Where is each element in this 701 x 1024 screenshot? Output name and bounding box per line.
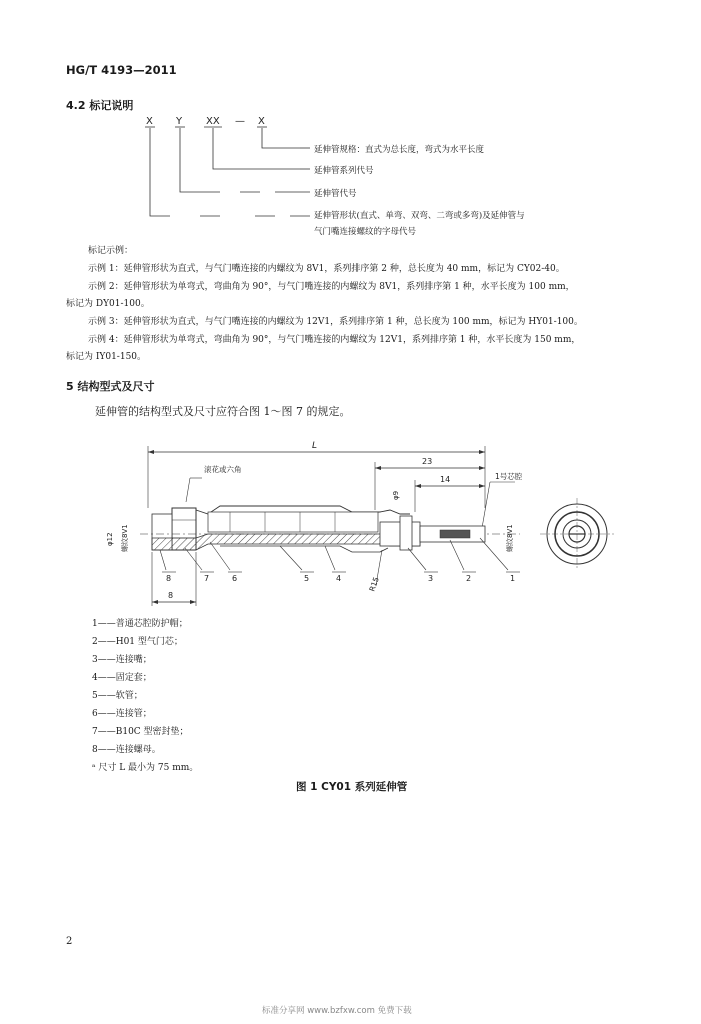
legend-item-1: 1——普通芯腔防护帽； [92, 619, 188, 629]
example-2-cont: 标记为 DY01-100。 [66, 299, 150, 309]
examples-title: 标记示例： [88, 246, 134, 256]
example-3: 示例 3：延伸管形状为直式，与气门嘴连接的内螺纹为 12V1，系列排序第 1 种，总长度为 100 mm，标记为 HY01-100。 [88, 317, 583, 327]
legend-item-6: 6——连接管； [92, 709, 152, 719]
legend-item-7: 7——B10C 型密封垫； [92, 727, 189, 737]
standard-code: HG/T 4193—2011 [66, 63, 177, 77]
dim-phi9: φ9 [392, 490, 400, 500]
legend-item-8: 8——连接螺母。 [92, 745, 161, 755]
marking-code-diagram [140, 112, 580, 242]
part-no-7: 7 [204, 574, 210, 583]
dim-L: L [312, 441, 318, 451]
section-4-2-heading: 4.2 标记说明 [66, 99, 134, 112]
callout-knurl: 滚花或六角 [204, 465, 242, 474]
code-char-y: Y [176, 116, 183, 127]
marking-label-series: 延伸管系列代号 [314, 166, 374, 176]
part-no-5: 5 [304, 574, 310, 583]
marking-label-code: 延伸管代号 [314, 189, 357, 199]
part-no-4: 4 [336, 574, 342, 583]
page-number: 2 [66, 936, 73, 947]
legend-item-3: 3——连接嘴； [92, 655, 152, 665]
legend-item-5: 5——软管； [92, 691, 143, 701]
cy01-extension-drawing [90, 430, 630, 610]
part-no-2: 2 [466, 574, 472, 583]
dim-R15: R15 [367, 575, 381, 593]
marking-label-thread: 气门嘴连接螺纹的字母代号 [314, 227, 417, 237]
section-5-paragraph: 延伸管的结构型式及尺寸应符合图 1～图 7 的规定。 [95, 405, 351, 418]
dim-14: 14 [440, 475, 451, 484]
dim-phi12: φ12 [106, 532, 114, 546]
code-char-x2: X [258, 116, 265, 127]
figure-1-caption: 图 1 CY01 系列延伸管 [296, 781, 408, 793]
dim-8: 8 [168, 591, 174, 600]
callout-core-cavity: 1号芯腔 [495, 472, 523, 481]
part-no-8: 8 [166, 574, 172, 583]
dim-thread-left: 螺纹8V1 [121, 524, 129, 552]
code-char-x1: X [146, 116, 153, 127]
part-no-6: 6 [232, 574, 238, 583]
watermark: 标准分享网 www.bzfxw.com 免费下载 [262, 1006, 412, 1016]
dim-23: 23 [422, 457, 433, 466]
part-no-3: 3 [428, 574, 434, 583]
dim-thread-right: 螺纹8V1 [506, 524, 514, 552]
example-4: 示例 4：延伸管形状为单弯式，弯曲角为 90°，与气门嘴连接的内螺纹为 12V1，系列排序第 1 种，水平长度为 150 mm， [88, 335, 581, 345]
section-5-heading: 5 结构型式及尺寸 [66, 380, 155, 393]
legend-item-2: 2——H01 型气门芯； [92, 637, 183, 647]
example-4-cont: 标记为 IY01-150。 [66, 352, 147, 362]
part-no-1: 1 [510, 574, 516, 583]
legend-item-4: 4——固定套； [92, 673, 152, 683]
example-1: 示例 1：延伸管形状为直式，与气门嘴连接的内螺纹为 8V1，系列排序第 2 种，总长度为 40 mm，标记为 CY02-40。 [88, 264, 565, 274]
marking-label-spec: 延伸管规格：直式为总长度，弯式为水平长度 [314, 145, 485, 155]
legend-footnote: ᵃ 尺寸 L 最小为 75 mm。 [92, 763, 199, 773]
code-char-dash: — [235, 116, 245, 127]
figure-1-drawing [90, 430, 630, 610]
marking-label-shape: 延伸管形状(直式、单弯、双弯、二弯或多弯)及延伸管与 [314, 211, 525, 221]
code-char-xx: XX [206, 116, 220, 127]
example-2: 示例 2：延伸管形状为单弯式，弯曲角为 90°，与气门嘴连接的内螺纹为 8V1，系列排序第 1 种，水平长度为 100 mm， [88, 282, 575, 292]
marking-code-lines [140, 112, 580, 242]
